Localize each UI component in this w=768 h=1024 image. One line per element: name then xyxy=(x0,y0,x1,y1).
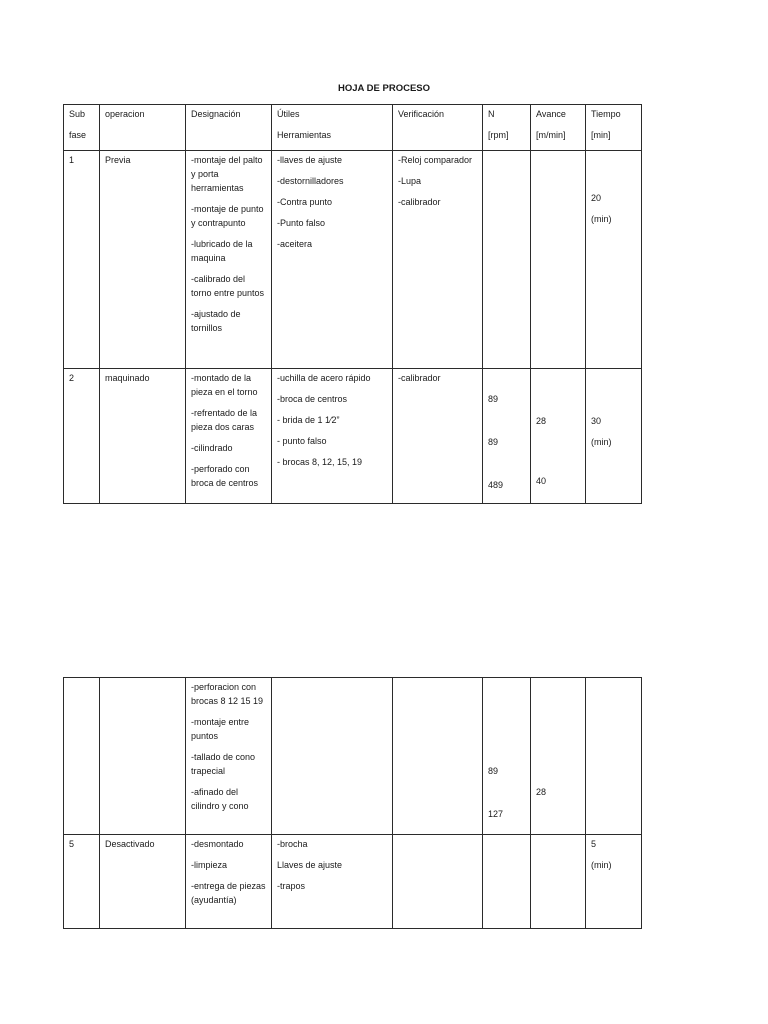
cell-utiles: -llaves de ajuste -destornilladores -Contra punto -Punto falso -aceitera xyxy=(272,151,393,369)
cell-avance xyxy=(531,151,586,369)
cell-tiempo xyxy=(586,678,642,835)
header-subfase: Sub fase xyxy=(64,105,100,151)
cell-operacion: maquinado xyxy=(100,369,186,504)
cell-subfase: 5 xyxy=(64,835,100,929)
header-utiles: Útiles Herramientas xyxy=(272,105,393,151)
cell-operacion: Desactivado xyxy=(100,835,186,929)
table-row xyxy=(64,151,642,369)
header-avance: Avance [m/min] xyxy=(531,105,586,151)
cell-utiles: -brocha Llaves de ajuste -trapos xyxy=(272,835,393,929)
table-row xyxy=(64,678,642,835)
table-row xyxy=(64,835,642,929)
cell-operacion xyxy=(100,678,186,835)
header-tiempo: Tiempo [min] xyxy=(586,105,642,151)
cell-subfase: 2 xyxy=(64,369,100,504)
cell-designacion: -montado de la pieza en el torno -refrentado de la pieza dos caras -cilindrado -perforado con broca de centros xyxy=(186,369,272,504)
cell-designacion: -montaje del palto y porta herramientas -montaje de punto y contrapunto -lubricado de la maquina -calibrado del torno entre puntos -ajustado de tornillos xyxy=(186,151,272,369)
page-title: HOJA DE PROCESO xyxy=(337,83,431,94)
cell-verificacion xyxy=(393,678,483,835)
cell-subfase xyxy=(64,678,100,835)
cell-avance: 28 xyxy=(531,678,586,835)
cell-avance xyxy=(531,835,586,929)
header-n: N [rpm] xyxy=(483,105,531,151)
table-header-row xyxy=(64,105,642,151)
table-row xyxy=(64,369,642,504)
cell-utiles xyxy=(272,678,393,835)
cell-designacion: -perforacion con brocas 8 12 15 19 -montaje entre puntos -tallado de cono trapecial -afinado del cilindro y cono xyxy=(186,678,272,835)
process-sheet-table xyxy=(63,104,642,504)
cell-subfase: 1 xyxy=(64,151,100,369)
cell-n: 89 127 xyxy=(483,678,531,835)
cell-tiempo: 30 (min) xyxy=(586,369,642,504)
cell-avance: 28 40 xyxy=(531,369,586,504)
cell-verificacion: -Reloj comparador -Lupa -calibrador xyxy=(393,151,483,369)
cell-n xyxy=(483,835,531,929)
cell-n: 89 89 489 xyxy=(483,369,531,504)
cell-verificacion xyxy=(393,835,483,929)
cell-verificacion: -calibrador xyxy=(393,369,483,504)
cell-utiles: -uchilla de acero rápido -broca de centros - brida de 1 1⁄2” - punto falso - brocas 8, 12, 15, 19 xyxy=(272,369,393,504)
process-sheet-table-continued xyxy=(63,677,642,929)
header-operacion: operacion xyxy=(100,105,186,151)
header-designacion: Designación xyxy=(186,105,272,151)
cell-tiempo: 20 (min) xyxy=(586,151,642,369)
header-verificacion: Verificación xyxy=(393,105,483,151)
cell-n xyxy=(483,151,531,369)
cell-tiempo: 5 (min) xyxy=(586,835,642,929)
cell-designacion: -desmontado -limpieza -entrega de piezas (ayudantía) xyxy=(186,835,272,929)
cell-operacion: Previa xyxy=(100,151,186,369)
